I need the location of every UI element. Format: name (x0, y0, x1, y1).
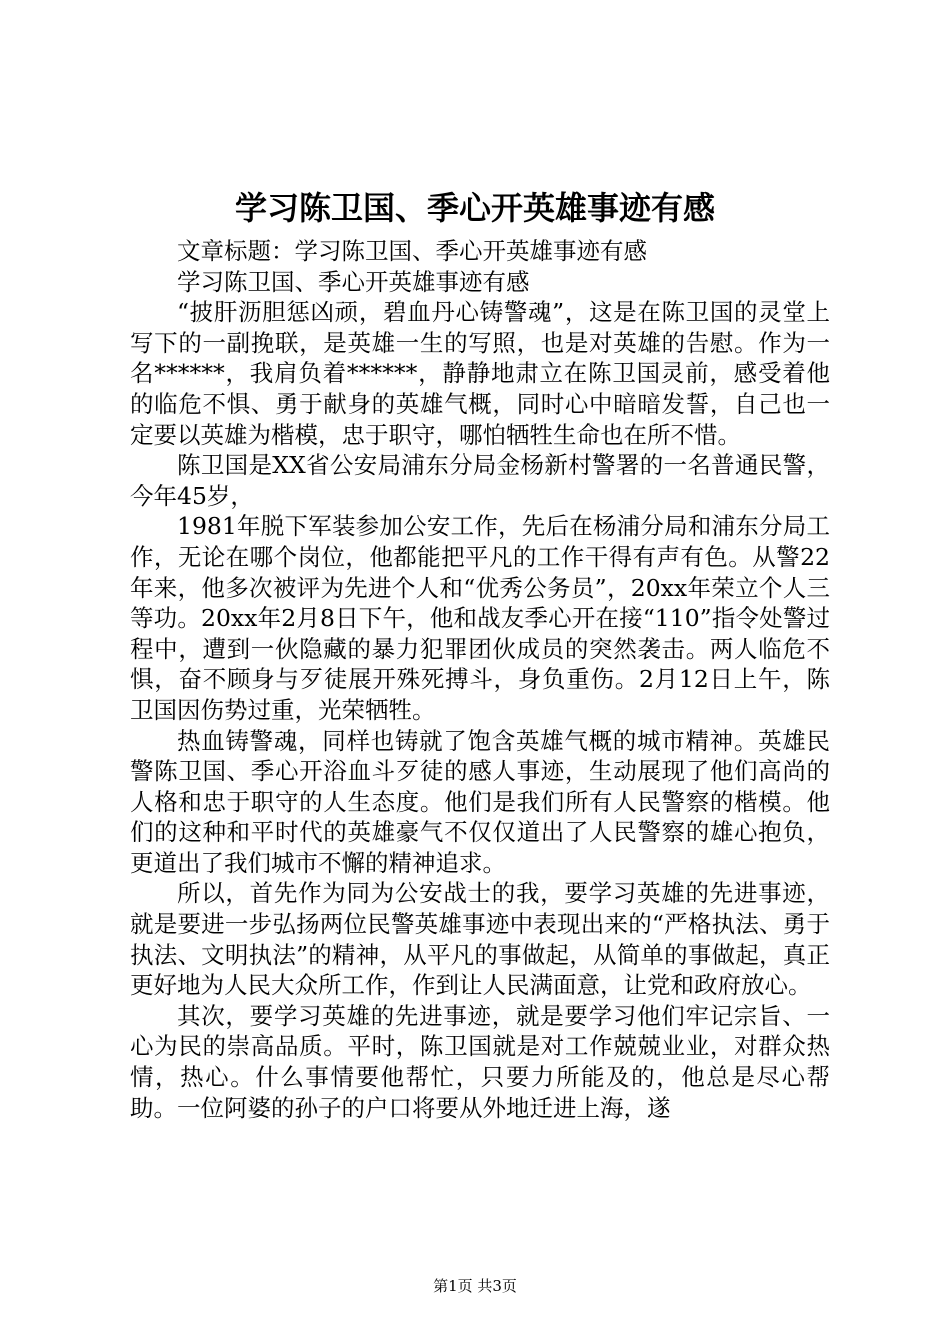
paragraph-2: 陈卫国是XX省公安局浦东分局金杨新村警署的一名普通民警，今年45岁， (130, 451, 830, 510)
paragraph-subtitle: 学习陈卫国、季心开英雄事迹有感 (177, 267, 530, 296)
paragraph-4: 热血铸警魂，同样也铸就了饱含英雄气概的城市精神。英雄民警陈卫国、季心开浴血斗歹徒的感人事迹，生动展现了他们高尚的人格和忠于职守的人生态度。他们是我们所有人民警察的楷模。他们的这种和平时代的英雄豪气不仅仅道出了人民警察的雄心抱负，更道出了我们城市不懈的精神追求。 (130, 726, 830, 877)
paragraph-6: 其次，要学习英雄的先进事迹，就是要学习他们牢记宗旨、一心为民的崇高品质。平时，陈卫国就是对工作兢兢业业，对群众热情，热心。什么事情要他帮忙，只要力所能及的，他总是尽心帮助。一位阿婆的孙子的户口将要从外地迁进上海，遂 (130, 1001, 830, 1122)
paragraph-1: “披肝沥胆惩凶顽，碧血丹心铸警魂”，这是在陈卫国的灵堂上写下的一副挽联，是英雄一生的写照，也是对英雄的告慰。作为一名******，我肩负着******，静静地肃立在陈卫国灵前，感受着他的临危不惧、勇于献身的英雄气概，同时心中暗暗发誓，自己也一定要以英雄为楷模，忠于职守，哪怕牺牲生命也在所不惜。 (130, 298, 830, 449)
paragraph-3: 1981年脱下军装参加公安工作，先后在杨浦分局和浦东分局工作，无论在哪个岗位，他都能把平凡的工作干得有声有色。从警22年来，他多次被评为先进个人和“优秀公务员”，20xx年荣立个人三等功。20xx年2月8日下午，他和战友季心开在接“110”指令处警过程中，遭到一伙隐藏的暴力犯罪团伙成员的突然袭击。两人临危不惧，奋不顾身与歹徒展开殊死搏斗，身负重伤。2月12日上午，陈卫国因伤势过重，光荣牺牲。 (130, 512, 830, 724)
document-title: 学习陈卫国、季心开英雄事迹有感 (234, 189, 715, 227)
paragraph-5: 所以，首先作为同为公安战士的我，要学习英雄的先进事迹，就是要进一步弘扬两位民警英雄事迹中表现出来的“严格执法、勇于执法、文明执法”的精神，从平凡的事做起，从简单的事做起，真正更好地为人民大众所工作，作到让人民满面意，让党和政府放心。 (130, 879, 830, 1000)
paragraph-article-title: 文章标题：学习陈卫国、季心开英雄事迹有感 (177, 237, 647, 265)
page-footer: 第1页 共3页 (433, 1277, 517, 1295)
document-body (130, 236, 830, 1123)
